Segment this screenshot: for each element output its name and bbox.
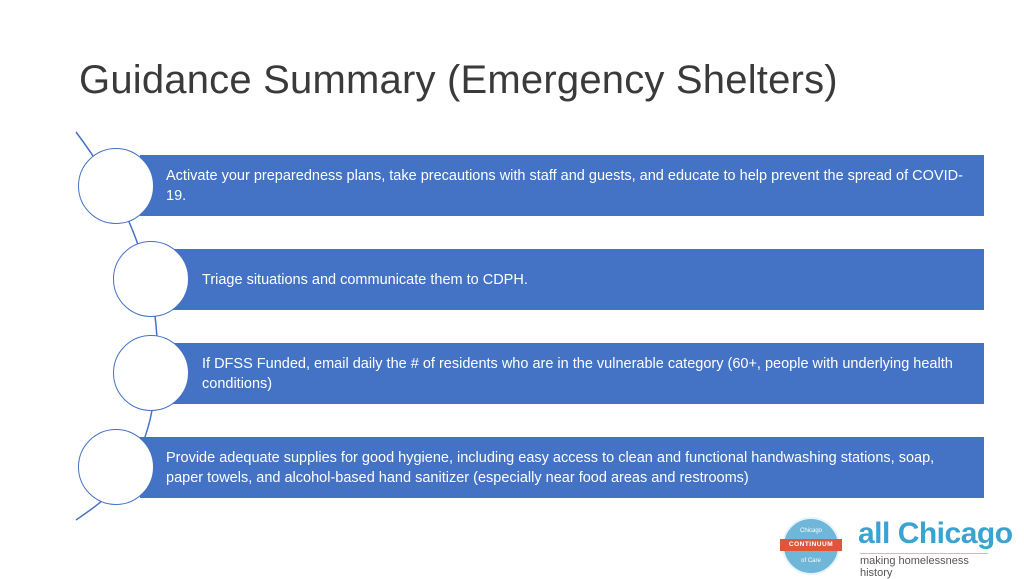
list-item-bullet	[78, 429, 154, 505]
list-item	[150, 343, 984, 404]
continuum-of-care-logo	[782, 517, 840, 575]
page-title: Guidance Summary (Emergency Shelters)	[79, 58, 838, 102]
all-chicago-tagline: making homelessness history	[860, 553, 988, 579]
list-item	[140, 155, 984, 216]
logo-top-text: Chicago	[799, 528, 822, 534]
all-chicago-logo: all Chicago	[858, 517, 1013, 550]
list-item-bullet	[113, 335, 189, 411]
list-item-text: Provide adequate supplies for good hygiene, including easy access to clean and functional handwashing stations, soap, paper towels, and alcohol-based hand sanitizer (especially near food areas and restrooms)	[166, 449, 935, 486]
list-item-text: If DFSS Funded, email daily the # of residents who are in the vulnerable category (60+, people with underlying health conditions)	[202, 355, 953, 392]
logo-ribbon-text: CONTINUUM	[780, 539, 842, 551]
list-item-bullet	[78, 148, 154, 224]
list-item-text: Activate your preparedness plans, take precautions with staff and guests, and educate to help prevent the spread of COVID-19.	[166, 167, 963, 204]
list-item	[140, 437, 984, 498]
logo-bottom-text: of Care	[801, 558, 821, 564]
list-item-bullet	[113, 241, 189, 317]
list-item	[150, 249, 984, 310]
list-item-text: Triage situations and communicate them to CDPH.	[202, 271, 528, 288]
